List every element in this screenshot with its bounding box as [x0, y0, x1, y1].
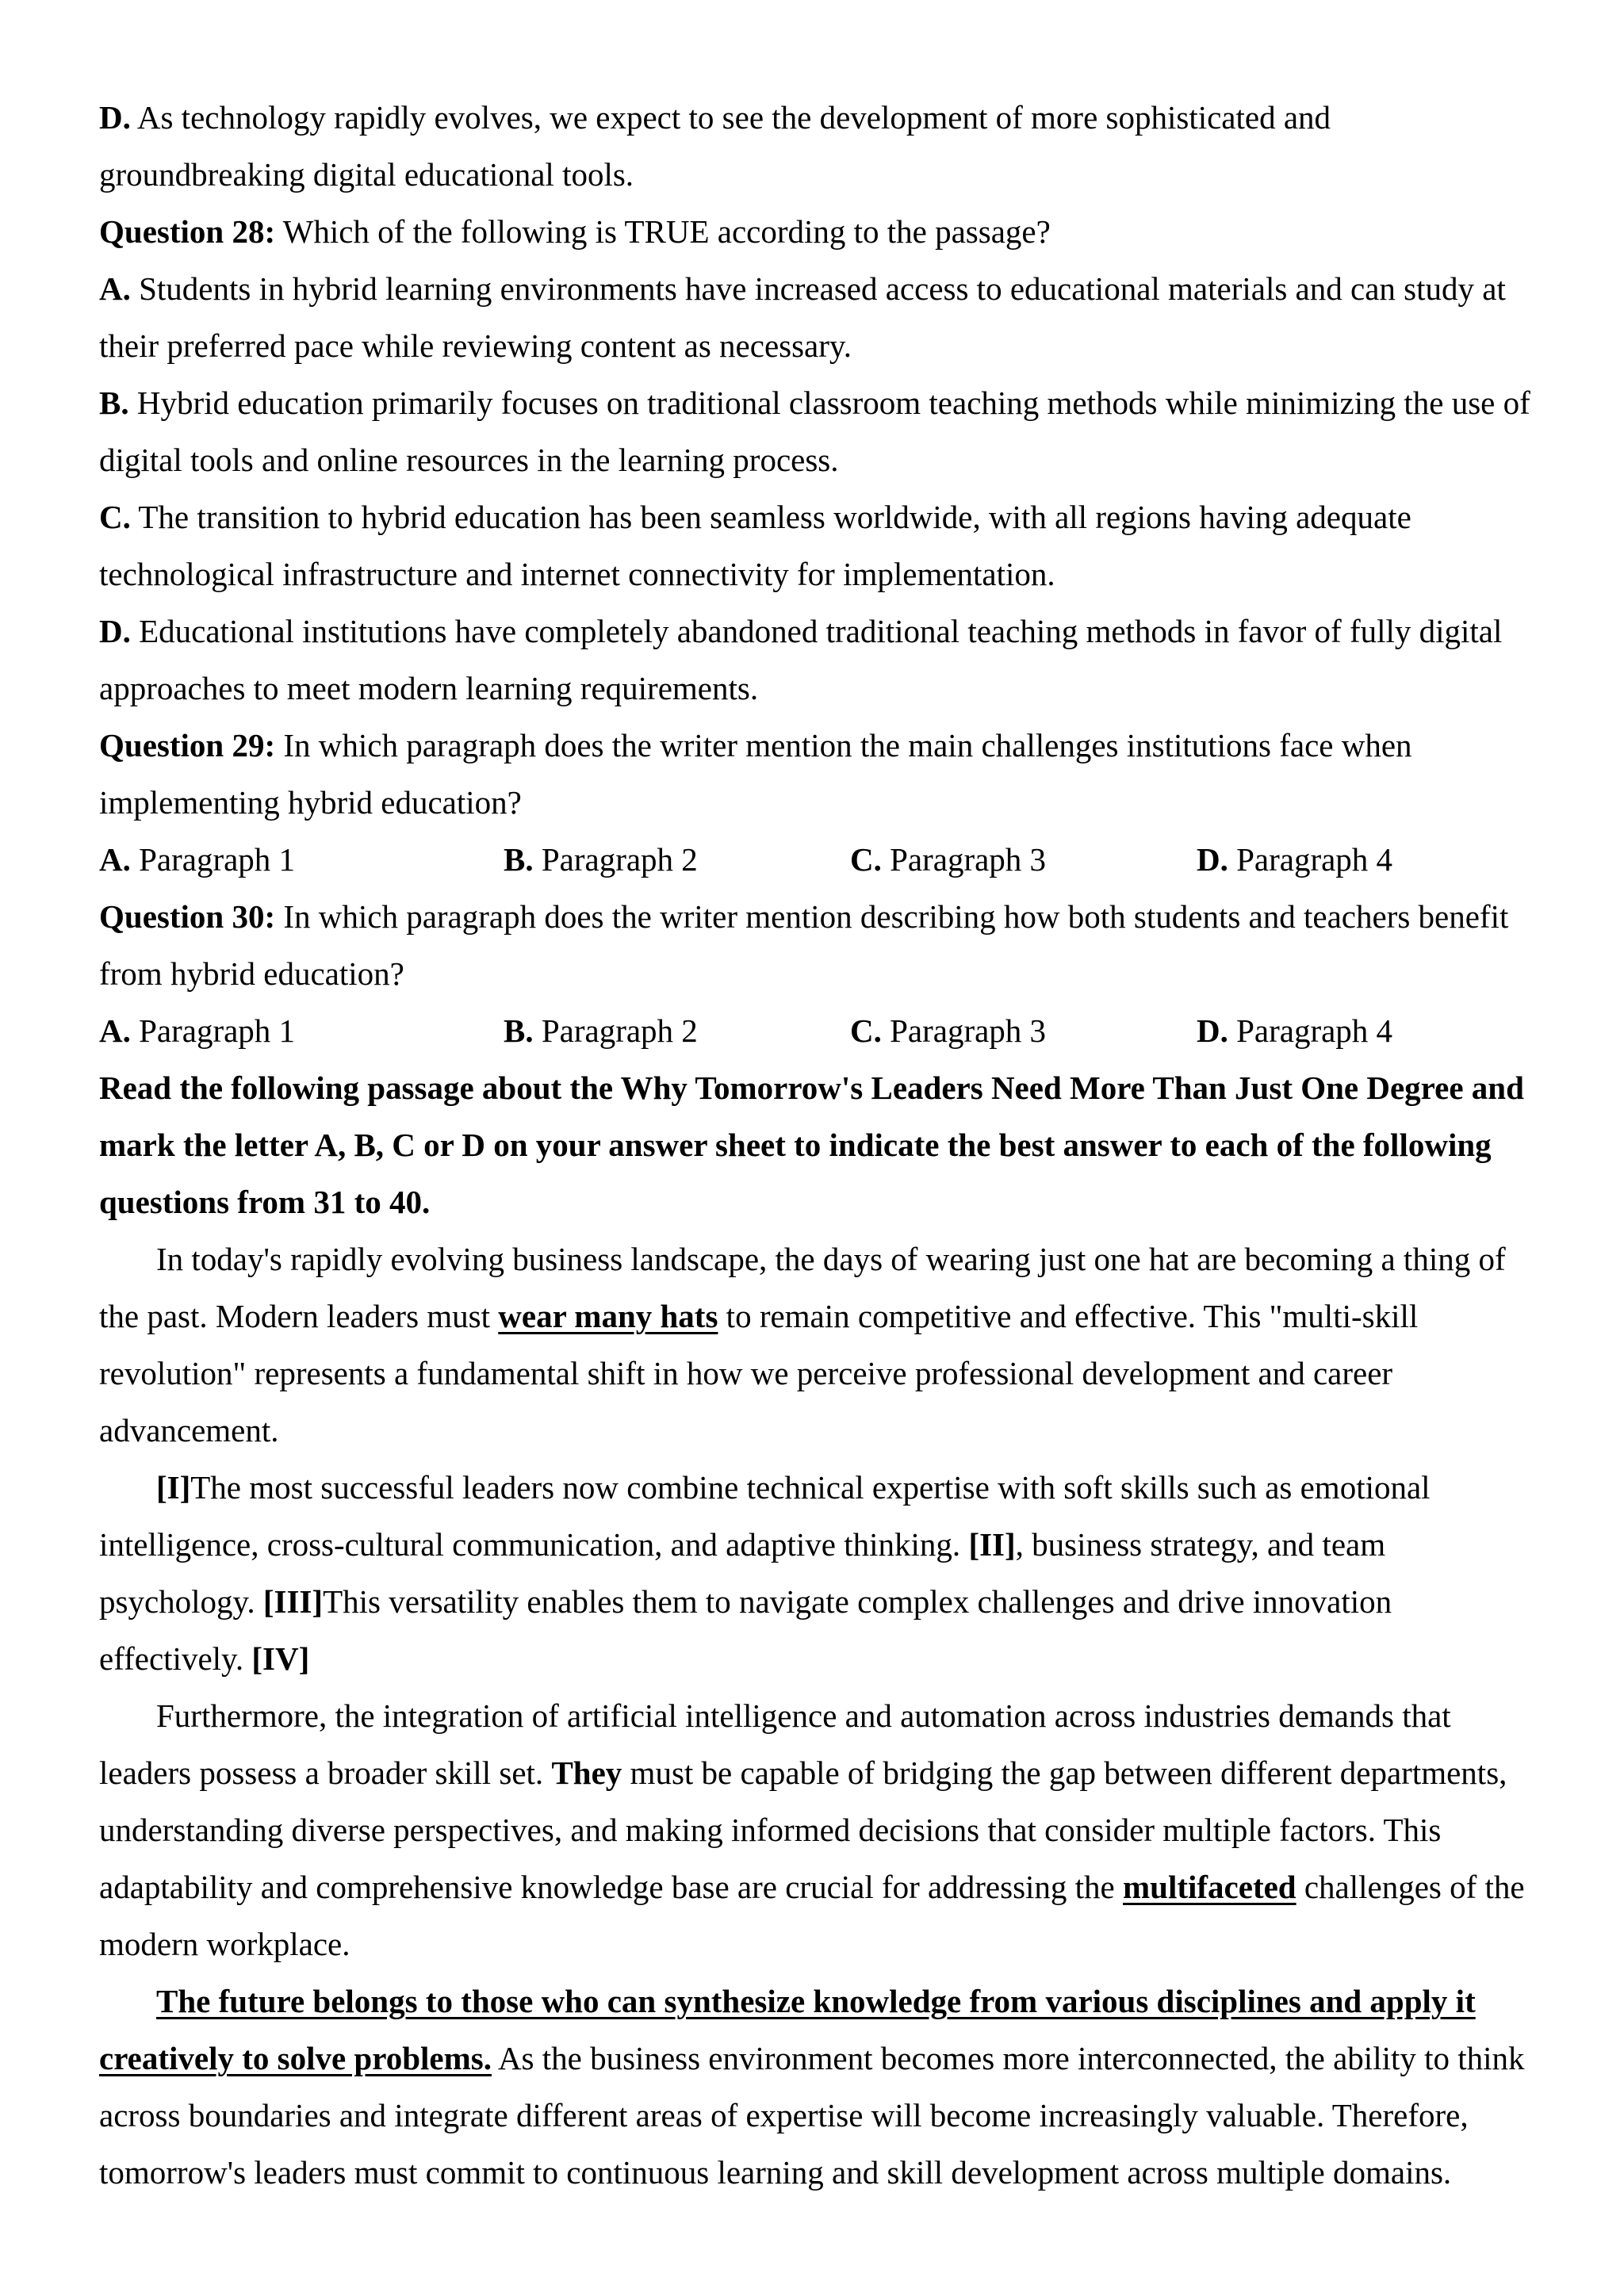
question-label: Question 28: — [99, 213, 276, 250]
position-marker: [I] — [156, 1469, 191, 1506]
option-a: A. Paragraph 1 — [99, 1012, 296, 1049]
option-b: B. Paragraph 2 — [504, 841, 698, 878]
highlighted-sentence: The future belongs to those who can synthesize knowledge from various disciplines and apply it — [156, 1983, 1476, 2019]
highlighted-sentence: creatively to solve problems. — [99, 2040, 492, 2076]
option-text: As technology rapidly evolves, we expect to see the development of more sophisticated and — [136, 99, 1331, 136]
position-marker: [III] — [262, 1583, 324, 1620]
option-letter: D. — [99, 613, 131, 649]
passage-paragraph-2: [I]The most successful leaders now combine technical expertise with soft skills such as emotional intelligence, cross-cultural communication, and adaptive thinking. [II], business strategy, and team psychology. [III]This versatility enables them to navigate complex challenges and drive innovation effectively. [IV] — [99, 1469, 1431, 1677]
option-text: technological infrastructure and internet connectivity for implementation. — [99, 556, 1055, 592]
position-marker: [IV] — [251, 1640, 310, 1677]
question-stem: In which paragraph does the writer mention the main challenges institutions face when — [283, 727, 1412, 763]
option-d: D. Paragraph 4 — [1197, 841, 1393, 878]
passage-paragraph-4: The future belongs to those who can synthesize knowledge from various disciplines and apply it creatively to solve problems. As the business environment becomes more interconnected, the ability to think across boundaries and integrate different areas of expertise will become increasingly valuable. Therefore, tomorrow's leaders must commit to continuous learning and skill development across multiple domains. — [99, 1983, 1525, 2191]
option-a: A. Paragraph 1 — [99, 841, 296, 878]
question-stem: Which of the following is TRUE according to the passage? — [282, 213, 1051, 250]
instruction-line: mark the letter A, B, C or D on your answer sheet to indicate the best answer to each of the following — [99, 1127, 1492, 1163]
question-stem: In which paragraph does the writer mention describing how both students and teachers benefit — [283, 898, 1509, 935]
options-row — [99, 831, 1550, 888]
option-letter: B. — [99, 385, 129, 421]
highlighted-word: multifaceted — [1123, 1869, 1297, 1905]
question-27-option-d — [99, 89, 1550, 203]
question-stem: from hybrid education? — [99, 955, 404, 992]
reading-instruction — [99, 1059, 1550, 1230]
highlighted-word: They — [551, 1755, 622, 1791]
option-c: C. Paragraph 3 — [850, 841, 1047, 878]
option-text: approaches to meet modern learning requirements. — [99, 670, 759, 706]
question-label: Question 29: — [99, 727, 276, 763]
option-letter: A. — [99, 270, 131, 307]
option-text: Hybrid education primarily focuses on traditional classroom teaching methods while minimizing the use of — [136, 385, 1530, 421]
instruction-line: Read the following passage about the Why Tomorrow's Leaders Need More Than Just One Degree and — [99, 1070, 1524, 1106]
option-b: B. Paragraph 2 — [504, 1012, 698, 1049]
option-text: groundbreaking digital educational tools. — [99, 156, 634, 193]
passage-paragraph-3: Furthermore, the integration of artificial intelligence and automation across industries demands that leaders possess a broader skill set. They must be capable of bridging the gap between different departments, understanding diverse perspectives, and making informed decisions that consider multiple factors. This adaptability and comprehensive knowledge base are crucial for addressing the multifaceted challenges of the modern workplace. — [99, 1697, 1525, 1962]
option-c: C. Paragraph 3 — [850, 1012, 1047, 1049]
option-text: Educational institutions have completely abandoned traditional teaching methods in favor of fully digital — [139, 613, 1503, 649]
question-stem: implementing hybrid education? — [99, 784, 522, 821]
question-29 — [99, 717, 1550, 888]
question-label: Question 30: — [99, 898, 276, 935]
position-marker: [II] — [968, 1526, 1016, 1563]
option-letter: D. — [99, 99, 131, 136]
highlighted-phrase: wear many hats — [498, 1298, 718, 1334]
option-text: their preferred pace while reviewing content as necessary. — [99, 327, 852, 364]
option-d: D. Paragraph 4 — [1197, 1012, 1393, 1049]
instruction-line: questions from 31 to 40. — [99, 1184, 431, 1220]
question-30 — [99, 888, 1550, 1059]
question-28 — [99, 203, 1550, 717]
passage-paragraph-1: In today's rapidly evolving business landscape, the days of wearing just one hat are becoming a thing of the past. Modern leaders must wear many hats to remain competitive and effective. This "multi-skill revolution" represents a fundamental shift in how we perceive professional development and career advancement. — [99, 1241, 1506, 1448]
option-text: The transition to hybrid education has been seamless worldwide, with all regions having adequate — [138, 499, 1411, 535]
option-text: digital tools and online resources in the learning process. — [99, 442, 839, 478]
options-row — [99, 1002, 1550, 1059]
option-text: Students in hybrid learning environments have increased access to educational materials and can study at — [139, 270, 1506, 307]
option-letter: C. — [99, 499, 131, 535]
